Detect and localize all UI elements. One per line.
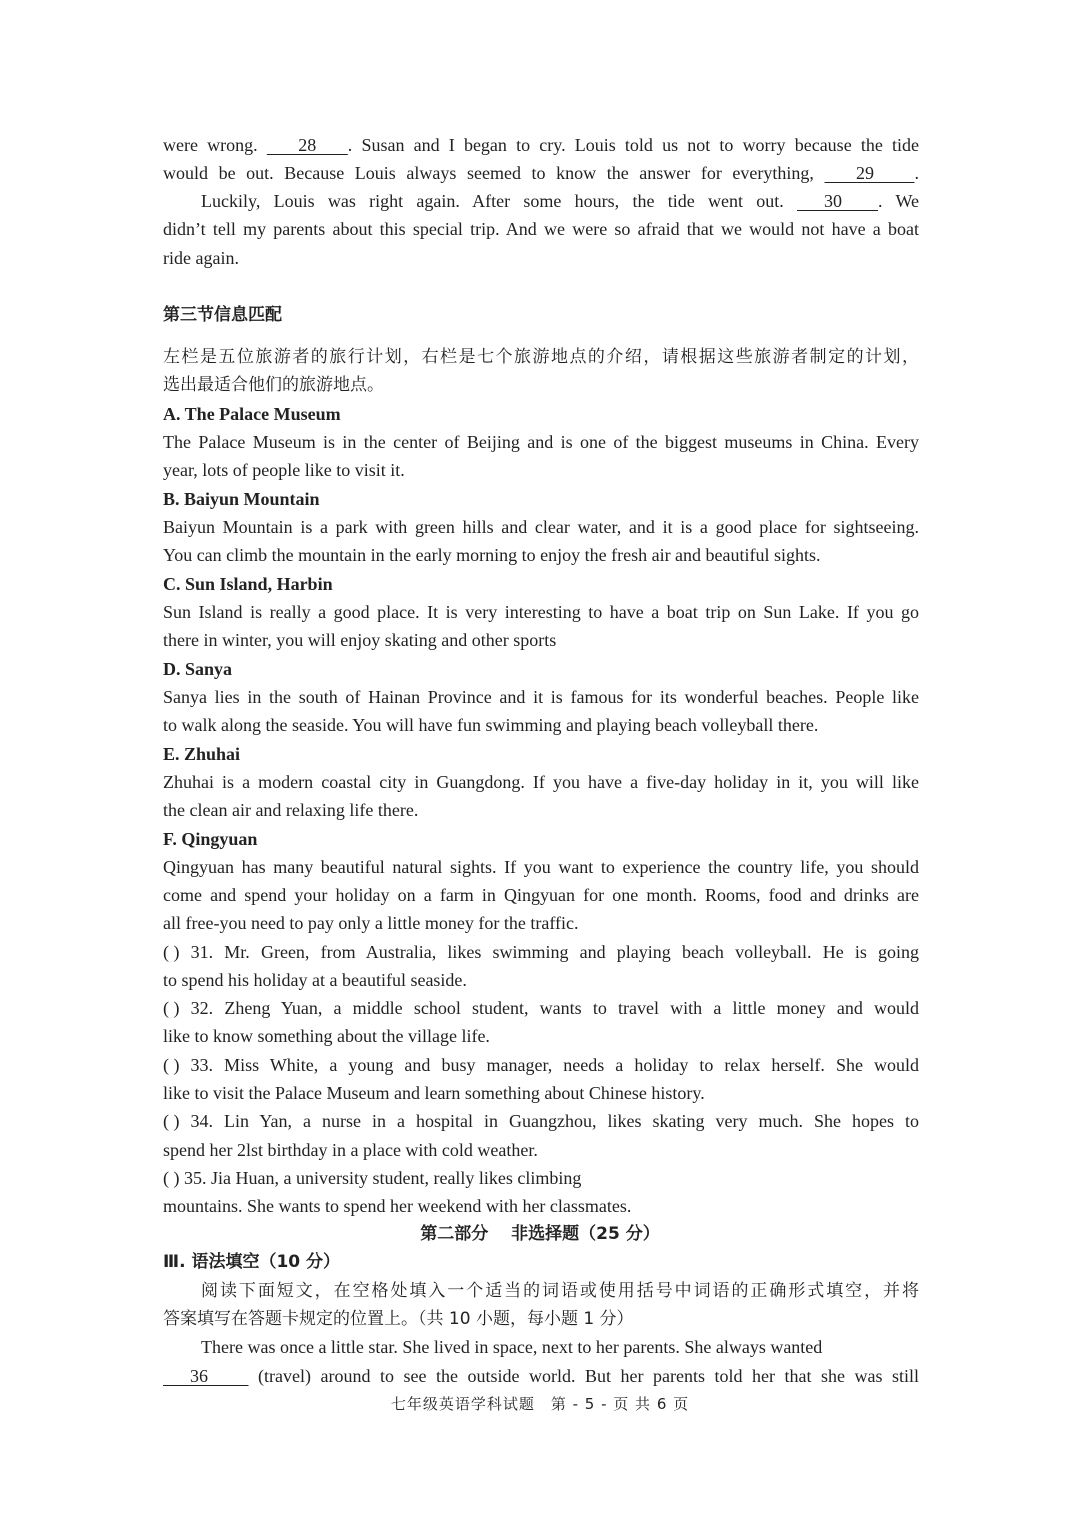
question-32: ( ) 32. Zheng Yuan, a middle school student, wants to travel with a little money and would xyxy=(163,994,919,1022)
answer-slot-35[interactable]: ( ) xyxy=(163,1168,180,1188)
answer-slot-32[interactable]: ( ) xyxy=(163,998,180,1018)
passage-line-5: ride again. xyxy=(163,248,239,268)
part2-title: 第二部分 非选择题（25 分） xyxy=(420,1224,660,1244)
place-desc-e-2: the clean air and relaxing life there. xyxy=(163,800,419,820)
place-desc-e-1: Zhuhai is a modern coastal city in Guangdong. If you have a five-day holiday in it, you will like xyxy=(163,772,919,792)
place-title-d: D. Sanya xyxy=(163,659,233,679)
part2-passage-1: There was once a little star. She lived in space, next to her parents. She always wanted xyxy=(201,1337,823,1357)
section-instruction-2: 选出最适合他们的旅游地点。 xyxy=(163,375,384,395)
part2-passage-2: 36 (travel) around to see the outside world. But her parents told her that she was still xyxy=(163,1362,919,1390)
question-31: ( ) 31. Mr. Green, from Australia, likes swimming and playing beach volleyball. He is going xyxy=(163,938,919,966)
question-34: ( ) 34. Lin Yan, a nurse in a hospital in Guangzhou, likes skating very much. She hopes to xyxy=(163,1107,919,1135)
section-instruction-1: 左栏是五位旅游者的旅行计划，右栏是七个旅游地点的介绍，请根据这些旅游者制定的计划， xyxy=(163,347,919,367)
question-31-cont: to spend his holiday at a beautiful seaside. xyxy=(163,970,467,990)
place-desc-d-1: Sanya lies in the south of Hainan Province and it is famous for its wonderful beaches. People like xyxy=(163,687,919,707)
question-33: ( ) 33. Miss White, a young and busy manager, needs a holiday to relax herself. She would xyxy=(163,1051,919,1079)
answer-slot-34[interactable]: ( ) xyxy=(163,1111,180,1131)
blank-36[interactable]: 36 xyxy=(163,1366,249,1386)
answer-slot-31[interactable]: ( ) xyxy=(163,942,180,962)
place-desc-a-1: The Palace Museum is in the center of Beijing and is one of the biggest museums in China. Every xyxy=(163,432,919,452)
place-desc-b-1: Baiyun Mountain is a park with green hills and clear water, and it is a good place for sightseeing. xyxy=(163,517,919,537)
question-34-cont: spend her 2lst birthday in a place with cold weather. xyxy=(163,1140,538,1160)
question-32-cont: like to know something about the village life. xyxy=(163,1026,490,1046)
question-33-cont: like to visit the Palace Museum and learn something about Chinese history. xyxy=(163,1083,705,1103)
passage-line-4: didn’t tell my parents about this special trip. And we were so afraid that we would not have a boat xyxy=(163,219,919,239)
blank-29[interactable]: 29 xyxy=(824,163,915,183)
question-35-cont: mountains. She wants to spend her weekend with her classmates. xyxy=(163,1196,632,1216)
place-desc-c-2: there in winter, you will enjoy skating and other sports xyxy=(163,630,557,650)
place-title-f: F. Qingyuan xyxy=(163,829,258,849)
section-heading: 第三节信息匹配 xyxy=(163,305,282,325)
place-desc-d-2: to walk along the seaside. You will have fun swimming and playing beach volleyball there. xyxy=(163,715,819,735)
part2-instruction-1: 阅读下面短文，在空格处填入一个适当的词语或使用括号中词语的正确形式填空，并将 xyxy=(201,1281,919,1301)
page-footer: 七年级英语学科试题 第 - 5 - 页 共 6 页 xyxy=(390,1395,690,1413)
question-35: ( ) 35. Jia Huan, a university student, really likes climbing xyxy=(163,1164,919,1192)
place-desc-c-1: Sun Island is really a good place. It is very interesting to have a boat trip on Sun Lake. If you go xyxy=(163,602,919,622)
place-desc-f-2: come and spend your holiday on a farm in Qingyuan for one month. Rooms, food and drinks are xyxy=(163,885,919,905)
place-desc-b-2: You can climb the mountain in the early morning to enjoy the fresh air and beautiful sights. xyxy=(163,545,821,565)
passage-line-1: were wrong. 28 . Susan and I began to cry. Louis told us not to worry because the tide xyxy=(163,131,919,159)
place-title-b: B. Baiyun Mountain xyxy=(163,489,320,509)
place-desc-f-1: Qingyuan has many beautiful natural sights. If you want to experience the country life, you should xyxy=(163,857,919,877)
place-title-a: A. The Palace Museum xyxy=(163,404,341,424)
place-title-c: C. Sun Island, Harbin xyxy=(163,574,333,594)
part2-instruction-2: 答案填写在答题卡规定的位置上。（共 10 小题，每小题 1 分） xyxy=(163,1309,634,1329)
place-title-e: E. Zhuhai xyxy=(163,744,241,764)
passage-line-3: Luckily, Louis was right again. After some hours, the tide went out. 30 . We xyxy=(163,187,919,215)
passage-line-2: would be out. Because Louis always seemed to know the answer for everything, 29 . xyxy=(163,159,919,187)
part2-section: Ⅲ. 语法填空（10 分） xyxy=(163,1252,341,1272)
place-desc-a-2: year, lots of people like to visit it. xyxy=(163,460,405,480)
blank-28[interactable]: 28 xyxy=(266,135,348,155)
place-desc-f-3: all free-you need to pay only a little money for the traffic. xyxy=(163,913,579,933)
blank-30[interactable]: 30 xyxy=(797,191,878,211)
answer-slot-33[interactable]: ( ) xyxy=(163,1055,180,1075)
